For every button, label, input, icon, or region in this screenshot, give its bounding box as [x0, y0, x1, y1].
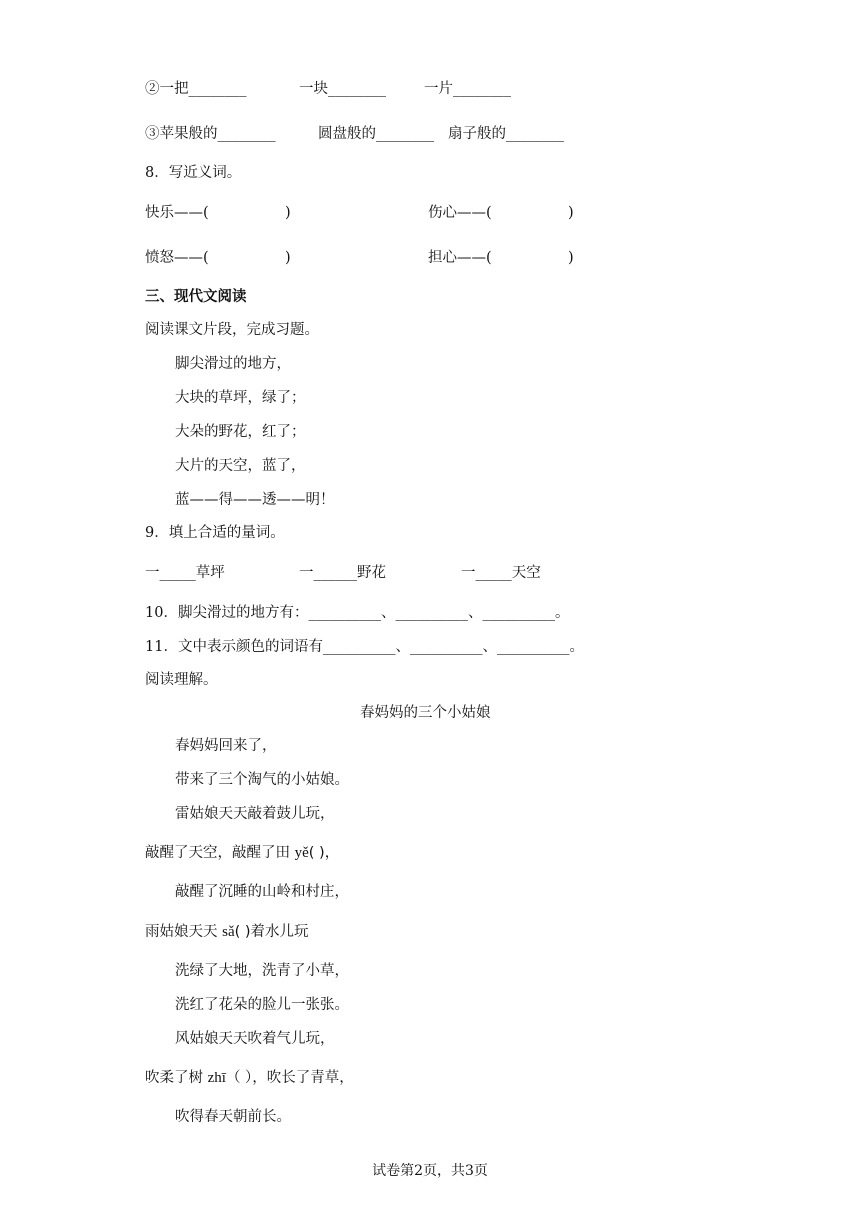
- poem2-line-6: [145, 922, 309, 942]
- q7-row2-item3: 一片________: [424, 81, 511, 97]
- q7-row3-item3: 扇子般的________: [448, 126, 564, 142]
- poem2-line: 吹得春天朝前长。: [175, 1109, 291, 1125]
- q7-row2-item2: 一块________: [299, 81, 386, 97]
- q8-title: 8．写近义词。: [145, 165, 242, 181]
- poem1-line: 蓝——得——透——明！: [175, 492, 335, 508]
- q8-item-kuaile: 快乐——(: [145, 205, 209, 221]
- poem2-text: 雨姑娘天天: [145, 924, 218, 940]
- poem2-line-4: [145, 843, 339, 863]
- poem1-line: 大片的天空，蓝了，: [175, 458, 306, 474]
- q9-item-caoping: 一_____草坪: [145, 565, 225, 581]
- q8-item-shangxin-close: ): [568, 205, 574, 221]
- q7-row3-item1: ③苹果般的________: [145, 126, 276, 142]
- q9-item-yehua: 一______野花: [299, 565, 386, 581]
- pinyin-sa: sǎ: [222, 924, 235, 940]
- poem1-line: 大朵的野花，红了；: [175, 424, 306, 440]
- poem2-line: 洗红了花朵的脸儿一张张。: [175, 997, 349, 1013]
- poem-title: 春妈妈的三个小姑娘: [360, 705, 491, 721]
- q10-text: 10．脚尖滑过的地方有：__________、__________、__________。: [145, 605, 570, 621]
- poem2-line: 雷姑娘天天敲着鼓儿玩，: [175, 806, 335, 822]
- q11-text: 11．文中表示颜色的词语有__________、__________、__________。: [145, 639, 584, 655]
- poem2-text: 敲醒了天空，敲醒了田: [145, 845, 290, 861]
- poem2-line: 带来了三个淘气的小姑娘。: [175, 772, 349, 788]
- pinyin-zhi: zhī: [207, 1070, 226, 1086]
- section3-intro1: 阅读课文片段，完成习题。: [145, 322, 319, 338]
- q8-item-danxin: 担心——(: [428, 250, 492, 266]
- poem2-text: 吹柔了树: [145, 1070, 203, 1086]
- q8-item-fennu: 愤怒——(: [145, 250, 209, 266]
- poem1-line: 脚尖滑过的地方，: [175, 356, 291, 372]
- poem2-line: 春妈妈回来了，: [175, 738, 277, 754]
- answer-blank: ( )，: [308, 845, 340, 861]
- poem2-line: 洗绿了大地，洗青了小草，: [175, 963, 349, 979]
- q8-item-shangxin: 伤心——(: [428, 205, 492, 221]
- poem1-line: 大块的草坪，绿了；: [175, 390, 306, 406]
- q9-title: 9．填上合适的量词。: [145, 525, 285, 541]
- answer-blank: ( )着水儿玩: [234, 924, 309, 940]
- pinyin-ye: yě: [294, 845, 309, 861]
- section3-heading: 三、现代文阅读: [145, 289, 247, 305]
- q8-item-kuaile-close: ): [285, 205, 291, 221]
- poem2-line: 风姑娘天天吹着气儿玩，: [175, 1031, 335, 1047]
- page-footer: 试卷第2页，共3页: [372, 1163, 488, 1179]
- answer-blank: （ ），吹长了青草，: [225, 1070, 354, 1086]
- q7-row3-item2: 圆盘般的________: [318, 126, 434, 142]
- q9-item-tiankong: 一_____天空: [461, 565, 541, 581]
- poem2-line-10: [145, 1068, 354, 1088]
- q7-row2-item1: ②一把________: [145, 81, 247, 97]
- q8-item-danxin-close: ): [568, 250, 574, 266]
- section3-intro2: 阅读理解。: [145, 672, 218, 688]
- q8-item-fennu-close: ): [285, 250, 291, 266]
- poem2-line: 敲醒了沉睡的山岭和村庄，: [175, 884, 349, 900]
